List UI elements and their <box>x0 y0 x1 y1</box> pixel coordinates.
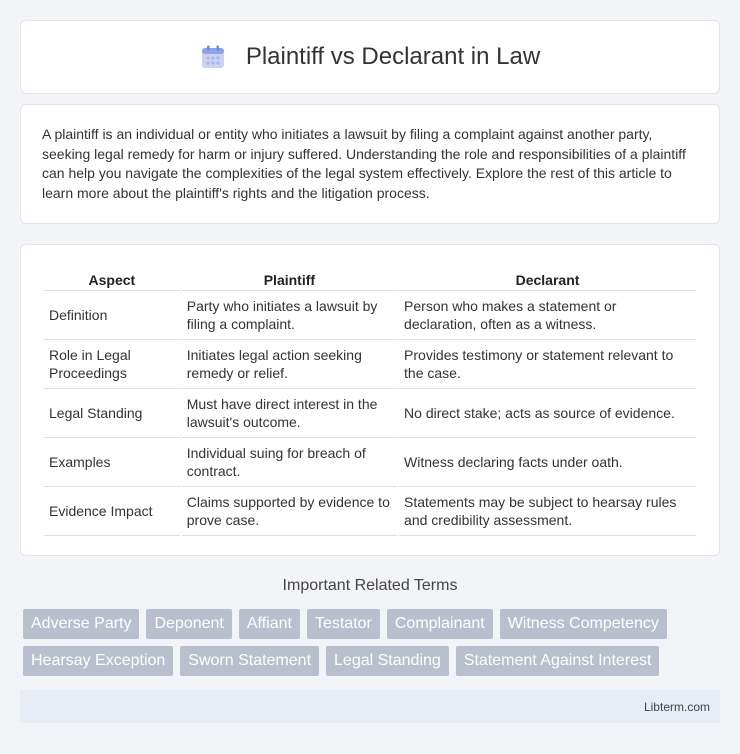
footer-site-link[interactable]: Libterm.com <box>643 699 710 714</box>
table-cell-aspect: Legal Standing <box>44 389 180 438</box>
tag-affiant[interactable]: Affiant <box>239 609 300 639</box>
table-cell-plaintiff: Claims supported by evidence to prove case. <box>182 487 397 536</box>
tag-adverse-party[interactable]: Adverse Party <box>23 609 139 639</box>
table-cell-declarant: Statements may be subject to hearsay rules and credibility assessment. <box>399 487 696 536</box>
table-cell-aspect: Evidence Impact <box>44 487 180 536</box>
tag-testator[interactable]: Testator <box>307 609 380 639</box>
comparison-table-card <box>20 244 720 556</box>
table-cell-declarant: Provides testimony or statement relevant to the case. <box>399 340 696 389</box>
page-title: Plaintiff vs Declarant in Law <box>245 43 541 70</box>
table-cell-declarant: No direct stake; acts as source of evidence. <box>399 389 696 438</box>
table-cell-declarant: Witness declaring facts under oath. <box>399 438 696 487</box>
table-row <box>44 389 696 438</box>
column-header-aspect: Aspect <box>44 267 180 291</box>
tag-hearsay-exception[interactable]: Hearsay Exception <box>23 646 173 676</box>
intro-paragraph: A plaintiff is an individual or entity who initiates a lawsuit by filing a complaint against another party, seeking legal remedy for harm or injury suffered. Understanding the role and responsibilities of a plaintiff can help you navigate the complexities of the legal system effectively. Explore the rest of this article to learn more about the plaintiff's rights and the litigation process. <box>42 126 686 201</box>
related-terms-title: Important Related Terms <box>282 577 458 594</box>
table-cell-aspect: Definition <box>44 291 180 340</box>
table-cell-aspect: Role in Legal Proceedings <box>44 340 180 389</box>
footer <box>20 690 720 723</box>
tag-legal-standing[interactable]: Legal Standing <box>326 646 449 676</box>
tag-deponent[interactable]: Deponent <box>146 609 231 639</box>
related-terms-list <box>23 609 723 676</box>
column-header-plaintiff: Plaintiff <box>182 267 397 291</box>
table-cell-plaintiff: Initiates legal action seeking remedy or relief. <box>182 340 397 389</box>
table-row <box>44 487 696 536</box>
table-cell-declarant: Person who makes a statement or declaration, often as a witness. <box>399 291 696 340</box>
comparison-table <box>42 267 698 536</box>
calendar-grid-icon <box>200 44 226 70</box>
table-header-row <box>44 267 696 291</box>
header <box>200 43 540 71</box>
table-row <box>44 340 696 389</box>
table-row <box>44 291 696 340</box>
table-cell-plaintiff: Individual suing for breach of contract. <box>182 438 397 487</box>
intro-card <box>20 104 720 224</box>
table-cell-aspect: Examples <box>44 438 180 487</box>
tag-witness-competency[interactable]: Witness Competency <box>500 609 667 639</box>
tag-complainant[interactable]: Complainant <box>387 609 493 639</box>
tag-statement-against-interest[interactable]: Statement Against Interest <box>456 646 660 676</box>
table-cell-plaintiff: Must have direct interest in the lawsuit's outcome. <box>182 389 397 438</box>
tag-sworn-statement[interactable]: Sworn Statement <box>180 646 319 676</box>
table-cell-plaintiff: Party who initiates a lawsuit by filing a complaint. <box>182 291 397 340</box>
table-row <box>44 438 696 487</box>
column-header-declarant: Declarant <box>399 267 696 291</box>
header-card <box>20 20 720 94</box>
